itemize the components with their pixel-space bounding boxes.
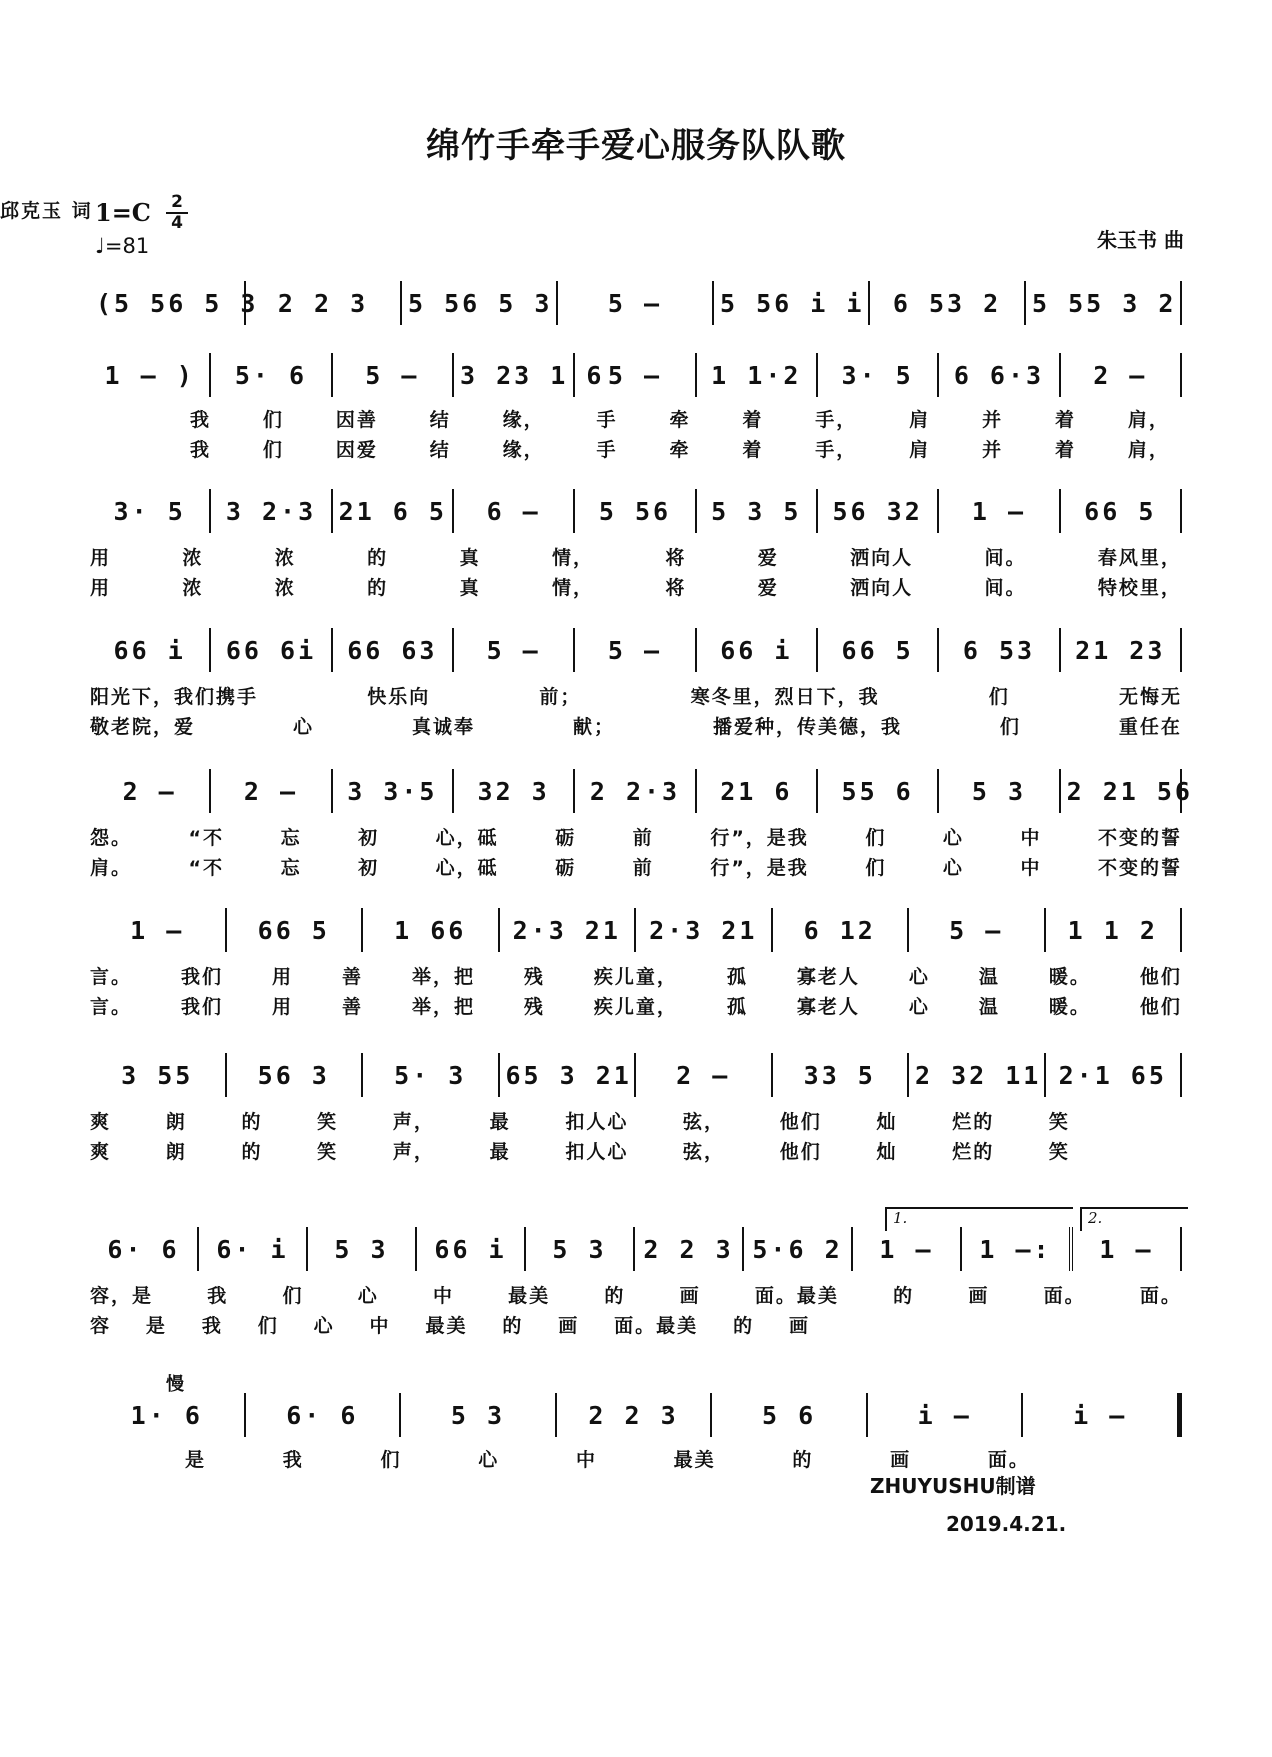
lyric-syllable: 画: [558, 1315, 580, 1337]
lyric-syllable: 的: [733, 1315, 755, 1337]
measure: 66 63: [333, 628, 454, 672]
lyric-syllable: 面。最美: [754, 1285, 839, 1307]
lyric-syllable: 最美: [673, 1449, 716, 1471]
lyric-syllable: 的: [367, 577, 389, 599]
lyric-syllable: 浓: [182, 577, 204, 599]
key-signature: 1=C: [95, 198, 151, 227]
measure: 2·3 21: [500, 908, 637, 952]
lyric-syllable: 真诚奉: [411, 716, 475, 738]
lyric-syllable: 面。: [1139, 1285, 1182, 1307]
lyric-syllable: 我们: [180, 966, 223, 988]
lyric-syllable: 们: [262, 409, 284, 431]
lyric-syllable: 举，把: [411, 966, 475, 988]
lyric-syllable: 烂的: [952, 1141, 995, 1163]
lyrics-verse-1: [90, 823, 1182, 850]
lyric-syllable: 他们: [1139, 966, 1182, 988]
lyric-syllable: 我: [282, 1449, 304, 1471]
measure: 2·1 65: [1046, 1053, 1183, 1097]
volta-bracket-2: 2.: [1080, 1207, 1188, 1231]
lyric-syllable: 画: [890, 1449, 912, 1471]
measure: 6 –: [454, 489, 575, 533]
measure: 6· i: [199, 1227, 308, 1271]
lyric-syllable: 最美: [425, 1315, 468, 1337]
lyric-syllable: 快乐向: [367, 686, 431, 708]
lyric-syllable: 我: [207, 1285, 229, 1307]
lyric-syllable: 心: [908, 966, 930, 988]
measure: 3 55: [90, 1053, 227, 1097]
lyrics-verse-1: [190, 405, 1170, 432]
lyric-syllable: 他们: [779, 1141, 822, 1163]
measure: i –: [868, 1393, 1024, 1437]
lyric-syllable: 们: [988, 686, 1010, 708]
measure: 21 6: [697, 769, 818, 813]
lyric-syllable: 们: [282, 1285, 304, 1307]
lyric-syllable: 中: [369, 1315, 391, 1337]
lyric-syllable: 间。: [984, 547, 1027, 569]
measure: 2 2 3: [635, 1227, 744, 1271]
melody-line: [90, 628, 1182, 672]
lyric-syllable: 的: [241, 1111, 263, 1133]
lyric-syllable: 结: [429, 439, 451, 461]
measure: 66 i: [417, 1227, 526, 1271]
lyric-syllable: 春风里，: [1097, 547, 1182, 569]
lyric-syllable: 肩: [909, 439, 931, 461]
lyric-syllable: 浓: [274, 547, 296, 569]
lyric-syllable: 将: [665, 577, 687, 599]
lyric-syllable: 疾儿童，: [593, 966, 678, 988]
lyric-syllable: 缘，: [502, 409, 545, 431]
measure: 5 55 3 2: [1026, 281, 1182, 325]
time-signature-bottom: 4: [171, 213, 183, 233]
lyric-syllable: 面。: [1043, 1285, 1086, 1307]
lyric-syllable: 情，: [551, 547, 594, 569]
tempo-marking: ♩=81: [95, 234, 150, 258]
lyric-syllable: 们: [999, 716, 1021, 738]
lyric-syllable: 爽: [90, 1111, 112, 1133]
measure: 6 53: [939, 628, 1060, 672]
measure: 5 3: [308, 1227, 417, 1271]
measure: 3 23 1 6: [454, 353, 575, 397]
time-signature-top: 2: [171, 192, 183, 212]
lyric-syllable: 牵: [669, 409, 691, 431]
measure: 5· 3: [363, 1053, 500, 1097]
lyric-syllable: 前: [632, 827, 654, 849]
lyric-syllable: 重任在: [1118, 716, 1182, 738]
lyric-syllable: 手，: [815, 409, 858, 431]
lyric-syllable: 温: [978, 996, 1000, 1018]
lyric-syllable: 肩，: [1127, 439, 1170, 461]
measure: 33 5: [773, 1053, 910, 1097]
lyric-syllable: 用: [90, 577, 112, 599]
lyric-syllable: 爽: [90, 1141, 112, 1163]
lyric-syllable: 肩: [909, 409, 931, 431]
measure: 6· 6: [246, 1393, 402, 1437]
measure: 2 21 56: [1061, 769, 1182, 813]
lyric-syllable: 们: [257, 1315, 279, 1337]
measure: 5 –: [454, 628, 575, 672]
lyric-syllable: 真: [459, 547, 481, 569]
measure: 21 23: [1061, 628, 1182, 672]
lyric-syllable: 心: [942, 827, 964, 849]
measure: 5 3: [939, 769, 1060, 813]
lyric-syllable: 行”，是我: [710, 827, 809, 849]
lyric-syllable: 因善: [335, 409, 378, 431]
measure: 5 –: [575, 353, 696, 397]
measure: i –: [1023, 1393, 1182, 1437]
measure: 1 66: [363, 908, 500, 952]
lyric-syllable: 并: [982, 409, 1004, 431]
lyric-syllable: 笑: [317, 1141, 339, 1163]
lyrics-verse-1: [90, 1107, 1070, 1134]
lyric-syllable: 洒向人: [850, 547, 914, 569]
measure: 1 –:: [962, 1227, 1073, 1271]
lyric-syllable: 他们: [779, 1111, 822, 1133]
measure: 5· 6: [211, 353, 332, 397]
lyric-syllable: 残: [523, 966, 545, 988]
lyric-syllable: 面。: [987, 1449, 1030, 1471]
lyric-syllable: 手: [596, 409, 618, 431]
lyric-syllable: 行”，是我: [710, 857, 809, 879]
measure: 5 3: [401, 1393, 557, 1437]
lyric-syllable: 手，: [815, 439, 858, 461]
measure: 2 –: [90, 769, 211, 813]
lyric-syllable: 真: [459, 577, 481, 599]
lyric-syllable: 心: [942, 857, 964, 879]
measure: 66 i: [697, 628, 818, 672]
measure: 3 3·5: [333, 769, 454, 813]
measure: 56 32: [818, 489, 939, 533]
lyric-syllable: 着: [742, 409, 764, 431]
lyric-syllable: 情，: [551, 577, 594, 599]
lyrics-verse-2: [90, 712, 1182, 739]
lyric-syllable: 最: [489, 1111, 511, 1133]
measure: 6· 6: [90, 1227, 199, 1271]
song-title: 绵竹手牵手爱心服务队队歌: [426, 126, 846, 166]
lyric-syllable: 面。最美: [614, 1315, 699, 1337]
lyric-syllable: 爱: [757, 577, 779, 599]
lyric-syllable: 初: [358, 857, 380, 879]
lyric-syllable: 中: [575, 1449, 597, 1471]
measure: 2 –: [1061, 353, 1182, 397]
measure: 3· 5: [90, 489, 211, 533]
lyric-syllable: 孤: [726, 966, 748, 988]
lyric-syllable: 们: [380, 1449, 402, 1471]
measure: 1 1 2: [1046, 908, 1183, 952]
lyric-syllable: 的: [502, 1315, 524, 1337]
lyric-syllable: 善: [341, 996, 363, 1018]
lyric-syllable: 特校里，: [1097, 577, 1182, 599]
lyric-syllable: 心: [478, 1449, 500, 1471]
lyric-syllable: 笑: [1048, 1111, 1070, 1133]
lyric-syllable: “不: [188, 827, 225, 849]
lyric-syllable: 结: [429, 409, 451, 431]
lyric-syllable: 寡老人: [796, 966, 860, 988]
footer-maker: ZHUYUSHU制谱: [870, 1474, 1036, 1498]
lyric-syllable: 不变的誓: [1097, 857, 1182, 879]
lyric-syllable: 灿: [876, 1111, 898, 1133]
measure: 5 –: [558, 281, 714, 325]
lyric-syllable: 浓: [274, 577, 296, 599]
lyric-syllable: 手: [596, 439, 618, 461]
lyric-syllable: 孤: [726, 996, 748, 1018]
measure: 65 3 21: [500, 1053, 637, 1097]
lyric-syllable: 心: [292, 716, 314, 738]
lyric-syllable: 弦，: [683, 1141, 726, 1163]
measure: 2 2·3: [575, 769, 696, 813]
lyric-syllable: 牵: [669, 439, 691, 461]
volta-bracket-1: 1.: [885, 1207, 1073, 1231]
lyric-syllable: 朗: [165, 1141, 187, 1163]
lyric-syllable: 着: [1054, 409, 1076, 431]
lyric-syllable: 暖。: [1048, 996, 1091, 1018]
lyric-syllable: 播爱种，传美德，我: [712, 716, 902, 738]
measure: 2·3 21: [636, 908, 773, 952]
lyric-syllable: 们: [865, 827, 887, 849]
lyric-syllable: 是: [145, 1315, 167, 1337]
measure: 1 –: [853, 1227, 962, 1271]
measure: 55 6: [818, 769, 939, 813]
measure: 2 2 3: [557, 1393, 713, 1437]
lyric-syllable: 寡老人: [796, 996, 860, 1018]
lyric-syllable: 扣人心: [565, 1141, 629, 1163]
measure: (5 56 5 3: [90, 281, 246, 325]
lyric-syllable: 浓: [182, 547, 204, 569]
lyrics-verse-2: [90, 1311, 810, 1338]
lyric-syllable: 缘，: [502, 439, 545, 461]
lyric-syllable: 我: [201, 1315, 223, 1337]
lyrics-verse-2: [90, 573, 1182, 600]
lyric-syllable: 心: [313, 1315, 335, 1337]
measure: 6 6·3: [939, 353, 1060, 397]
lyric-syllable: 用: [271, 966, 293, 988]
lyric-syllable: 敬老院，爱: [90, 716, 196, 738]
measure: 5 56 5 3: [402, 281, 558, 325]
lyric-syllable: 弦，: [683, 1111, 726, 1133]
lyric-syllable: 肩，: [1127, 409, 1170, 431]
lyrics-verse-2: [90, 853, 1182, 880]
lyric-syllable: 的: [604, 1285, 626, 1307]
lyric-syllable: 最美: [508, 1285, 551, 1307]
lyric-syllable: 疾儿童，: [593, 996, 678, 1018]
lyric-syllable: 画: [788, 1315, 810, 1337]
measure: 5 –: [909, 908, 1046, 952]
lyric-syllable: 中: [1020, 857, 1042, 879]
lyricist-credit: 邱克玉 词: [0, 200, 93, 222]
measure: 1 –: [939, 489, 1060, 533]
lyric-syllable: 我: [190, 409, 212, 431]
lyrics-verse-2: [190, 435, 1170, 462]
lyric-syllable: 用: [271, 996, 293, 1018]
measure: 3· 5: [818, 353, 939, 397]
lyric-syllable: 声，: [392, 1111, 435, 1133]
lyric-syllable: 心，砥: [435, 857, 499, 879]
lyric-syllable: 们: [262, 439, 284, 461]
lyric-syllable: 将: [665, 547, 687, 569]
lyric-syllable: 言。: [90, 966, 133, 988]
lyric-syllable: 砺: [555, 827, 577, 849]
lyrics-verse-1: [90, 1281, 1182, 1308]
lyric-syllable: 前: [632, 857, 654, 879]
melody-line: [90, 1393, 1182, 1437]
lyric-syllable: “不: [188, 857, 225, 879]
lyrics-verse-2: [90, 1137, 1070, 1164]
lyric-syllable: 善: [341, 966, 363, 988]
lyric-syllable: 言。: [90, 996, 133, 1018]
lyric-syllable: 是: [185, 1449, 207, 1471]
lyric-syllable: 着: [1054, 439, 1076, 461]
measure: 1 – ): [90, 353, 211, 397]
measure: 5 –: [333, 353, 454, 397]
lyric-syllable: 不变的誓: [1097, 827, 1182, 849]
lyric-syllable: 的: [241, 1141, 263, 1163]
lyric-syllable: 着: [742, 439, 764, 461]
measure: 1 1·2: [697, 353, 818, 397]
measure: 66 i: [90, 628, 211, 672]
lyric-syllable: 间。: [984, 577, 1027, 599]
lyric-syllable: 忘: [280, 857, 302, 879]
measure: 5 6: [712, 1393, 868, 1437]
melody-line: [90, 1227, 1182, 1271]
lyric-syllable: 中: [432, 1285, 454, 1307]
lyric-syllable: 灿: [876, 1141, 898, 1163]
lyric-syllable: 心: [357, 1285, 379, 1307]
lyric-syllable: 朗: [165, 1111, 187, 1133]
lyric-syllable: 献；: [572, 716, 615, 738]
lyric-syllable: 笑: [317, 1111, 339, 1133]
lyric-syllable: 的: [792, 1449, 814, 1471]
lyric-syllable: 肩。: [90, 857, 133, 879]
measure: 3 2·3: [211, 489, 332, 533]
lyric-syllable: 阳光下，我们携手: [90, 686, 259, 708]
lyrics-verse-1: [90, 962, 1182, 989]
lyric-syllable: 的: [893, 1285, 915, 1307]
measure: 66 5: [818, 628, 939, 672]
lyric-syllable: 前；: [539, 686, 582, 708]
lyric-syllable: 画: [679, 1285, 701, 1307]
lyric-syllable: 容: [90, 1315, 112, 1337]
footer-date: 2019.4.21.: [946, 1512, 1067, 1536]
lyric-syllable: 用: [90, 547, 112, 569]
measure: 66 5: [1061, 489, 1182, 533]
lyric-syllable: 初: [358, 827, 380, 849]
lyric-syllable: 笑: [1048, 1141, 1070, 1163]
measure: 66 6i: [211, 628, 332, 672]
lyric-syllable: 并: [982, 439, 1004, 461]
melody-line: [90, 1053, 1182, 1097]
melody-line: [90, 281, 1182, 325]
composer-credit: 朱玉书 曲: [1097, 228, 1184, 252]
lyric-syllable: 温: [978, 966, 1000, 988]
measure: 2 –: [636, 1053, 773, 1097]
melody-line: [90, 769, 1193, 813]
lyric-syllable: 洒向人: [850, 577, 914, 599]
lyric-syllable: 残: [523, 996, 545, 1018]
lyric-syllable: 中: [1020, 827, 1042, 849]
lyric-syllable: 声，: [392, 1141, 435, 1163]
measure: 6 53 2: [870, 281, 1026, 325]
lyric-syllable: 爱: [757, 547, 779, 569]
melody-line: [90, 908, 1182, 952]
lyric-syllable: 容，是: [90, 1285, 154, 1307]
measure: 5 3 5: [697, 489, 818, 533]
lyric-syllable: 暖。: [1048, 966, 1091, 988]
lyric-syllable: 无悔无: [1118, 686, 1182, 708]
measure: 66 5: [227, 908, 364, 952]
measure: 5 3: [526, 1227, 635, 1271]
lyrics-verse-1: [90, 682, 1182, 709]
lyrics-verse-2: [90, 992, 1182, 1019]
measure: 32 3: [454, 769, 575, 813]
measure: 56 3: [227, 1053, 364, 1097]
measure: 2 2 3: [246, 281, 402, 325]
lyric-syllable: 最: [489, 1141, 511, 1163]
measure: 1 –: [1073, 1227, 1182, 1271]
lyric-syllable: 烂的: [952, 1111, 995, 1133]
lyric-syllable: 砺: [555, 857, 577, 879]
lyric-syllable: 心，砥: [435, 827, 499, 849]
melody-line: [90, 489, 1182, 533]
measure: 2 –: [211, 769, 332, 813]
lyric-syllable: 的: [367, 547, 389, 569]
lyric-syllable: 心: [908, 996, 930, 1018]
lyrics-verse-1: [185, 1445, 1030, 1472]
lyric-syllable: 怨。: [90, 827, 133, 849]
measure: 21 6 5: [333, 489, 454, 533]
measure: 6 12: [773, 908, 910, 952]
lyric-syllable: 我们: [180, 996, 223, 1018]
measure: 1· 6: [90, 1393, 246, 1437]
lyric-syllable: 画: [968, 1285, 990, 1307]
lyric-syllable: 们: [865, 857, 887, 879]
slow-marking: 慢: [166, 1374, 184, 1395]
measure: 5 56 i i: [714, 281, 870, 325]
lyric-syllable: 扣人心: [565, 1111, 629, 1133]
lyric-syllable: 寒冬里，烈日下，我: [690, 686, 880, 708]
measure: 2 32 11: [909, 1053, 1046, 1097]
melody-line: [90, 353, 1182, 397]
measure: 5 –: [575, 628, 696, 672]
lyrics-verse-1: [90, 543, 1182, 570]
lyric-syllable: 他们: [1139, 996, 1182, 1018]
lyric-syllable: 我: [190, 439, 212, 461]
lyric-syllable: 因爱: [335, 439, 378, 461]
measure: 5 56: [575, 489, 696, 533]
measure: 5·6 2: [744, 1227, 853, 1271]
measure: 1 –: [90, 908, 227, 952]
lyric-syllable: 忘: [280, 827, 302, 849]
lyric-syllable: 举，把: [411, 996, 475, 1018]
